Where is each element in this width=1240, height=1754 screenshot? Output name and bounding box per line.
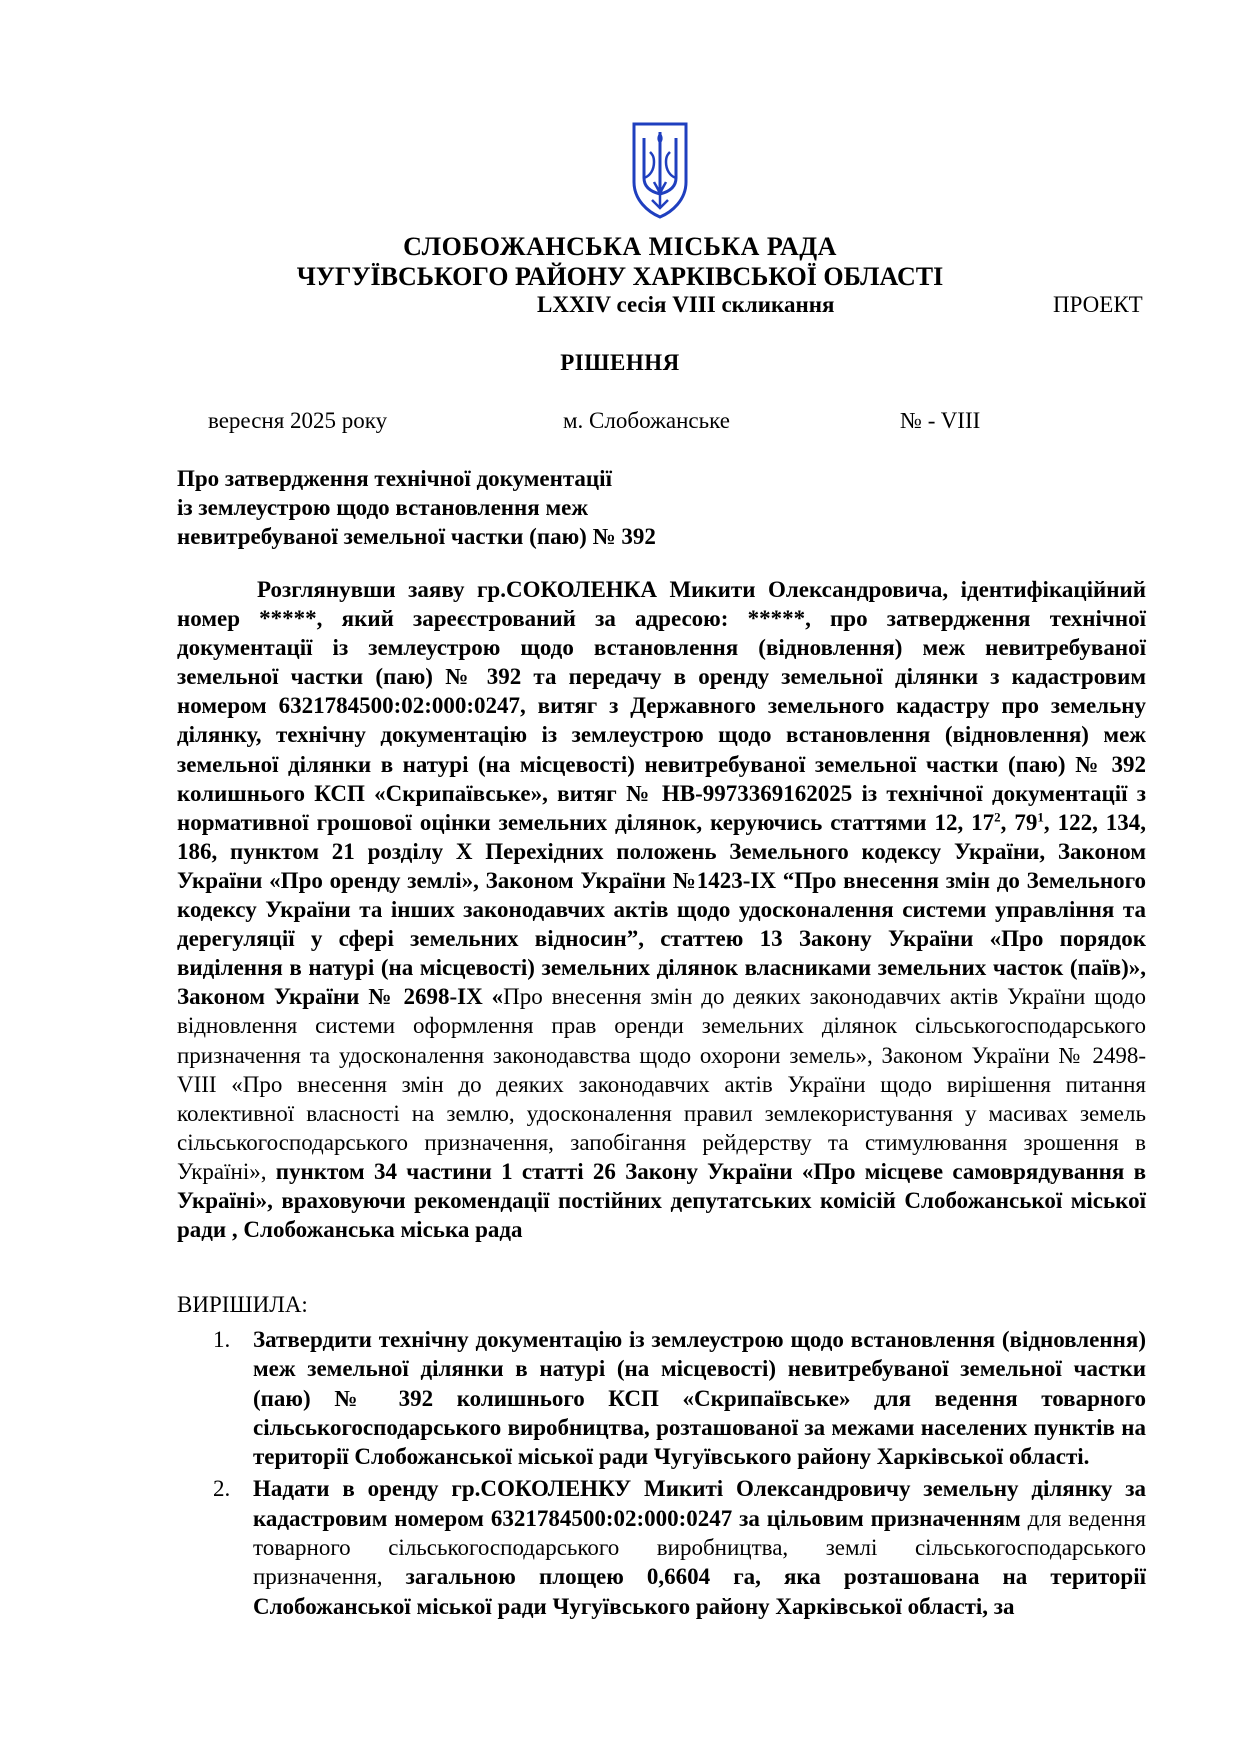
draft-label: ПРОЕКТ [1053, 292, 1143, 317]
item-text: Затвердити технічну документацію із землеустрою щодо встановлення (відновлення) меж земельної ділянки в натурі (на місцевості) невитребуваної земельної частки (паю) № 392 колишнього КСП «Скрипаївське» для ведення товарного сільськогосподарського виробництва, розташованої за межами населених пунктів на території Слобожанської міської ради Чугуївського району Харківської області. [253, 1327, 1146, 1470]
preamble-bold: пунктом 34 частини 1 статті 26 Закону України «Про місцеве самоврядування в Україні», враховуючи рекомендації постійних депутатських комісій Слобожанської міської ради , Слобожанська міська рада [177, 1158, 1146, 1243]
preamble-regular: Про внесення змін до деяких законодавчих актів України щодо відновлення системи оформлення прав оренди земельних ділянок сільськогосподарського призначення та удосконалення законодавства щодо охорони земель», Законом України № 2498-VIII «Про внесення змін до деяких законодавчих актів України щодо вирішення питання колективної власності на землю, удосконалення правил землекористування у масивах земель сільськогосподарського призначення, запобігання рейдерству та стимулювання зрошення в Україні», [177, 984, 1146, 1184]
decision-item [213, 1474, 1147, 1620]
council-district: ЧУГУЇВСЬКОГО РАЙОНУ ХАРКІВСЬКОЇ ОБЛАСТІ [296, 262, 944, 291]
item-text: загальною площею 0,6604 га, яка розташована на території Слобожанської міської ради Чугуївського району Харківської області, за [253, 1564, 1146, 1619]
decision-items [213, 1325, 1147, 1624]
preamble-bold: , 122, 134, 186, пунктом 21 розділу Х Перехідних положень Земельного кодексу України, Законом України «Про оренду землі», Законом України №1423-ІХ “Про внесення змін до Земельного кодексу України та інших законодавчих актів щодо удосконалення системи управління та дерегуляції у сфері земельних відносин”, статтею 13 Закону України «Про порядок виділення в натурі (на місцевості) земельних ділянок власниками земельних часток (паїв)», Законом України № 2698-IX « [177, 809, 1147, 1010]
subject-line: невитребуваної земельної частки (паю) № 392 [177, 524, 656, 549]
decision-date: вересня 2025 року [208, 408, 388, 433]
superscript: 1 [1037, 809, 1044, 825]
decision-number: № - VIII [900, 408, 981, 433]
decision-place: м. Слобожанське [563, 408, 730, 433]
item-text: Надати в оренду гр.СОКОЛЕНКУ Микиті Олександровичу земельну ділянку за кадастровим номером 6321784500:02:000:0247 за цільовим призначенням [253, 1476, 1146, 1531]
preamble-bold: , 79 [1000, 809, 1038, 835]
subject-line: Про затвердження технічної документації [177, 466, 612, 491]
item-number: 2. [213, 1476, 231, 1502]
session-info: LXXIV сесія VIII скликання [537, 292, 835, 317]
decision-title: РІШЕННЯ [560, 350, 680, 375]
resolved-label: ВИРІШИЛА: [177, 1292, 308, 1317]
tryzub-coat-of-arms-icon [630, 120, 690, 220]
council-name: СЛОБОЖАНСЬКА МІСЬКА РАДА [403, 232, 837, 261]
preamble-bold: Розглянувши заяву гр.СОКОЛЕНКА Микити Олександровича, ідентифікаційний номер *****, який зареєстрований за адресою: *****, про затвердження технічної документації із землеустрою щодо встановлення (відновлення) меж невитребуваної земельної частки (паю) № 392 та передачу в оренду земельної ділянки з кадастровим номером 6321784500:02:000:0247, витяг з Державного земельного кадастру про земельну ділянку, технічну документацію із землеустрою щодо встановлення (відновлення) меж земельної ділянки в натурі (на місцевості) невитребуваної земельної частки (паю) № 392 колишнього КСП «Скрипаївське», витяг № НВ-9973369162025 із технічної документації з нормативної грошової оцінки земельних ділянок, керуючись статтями 12, 17 [177, 577, 1146, 835]
subject-line: із землеустрою щодо встановлення меж [177, 495, 589, 520]
item-number: 1. [213, 1327, 231, 1352]
decision-item [213, 1325, 1146, 1471]
preamble-paragraph [177, 575, 1146, 1244]
item-text-regular: для ведення товарного сільськогосподарського виробництва, землі сільськогосподарського призначення, [253, 1505, 1147, 1590]
decision-subject [177, 464, 656, 551]
superscript: 2 [994, 809, 1001, 825]
